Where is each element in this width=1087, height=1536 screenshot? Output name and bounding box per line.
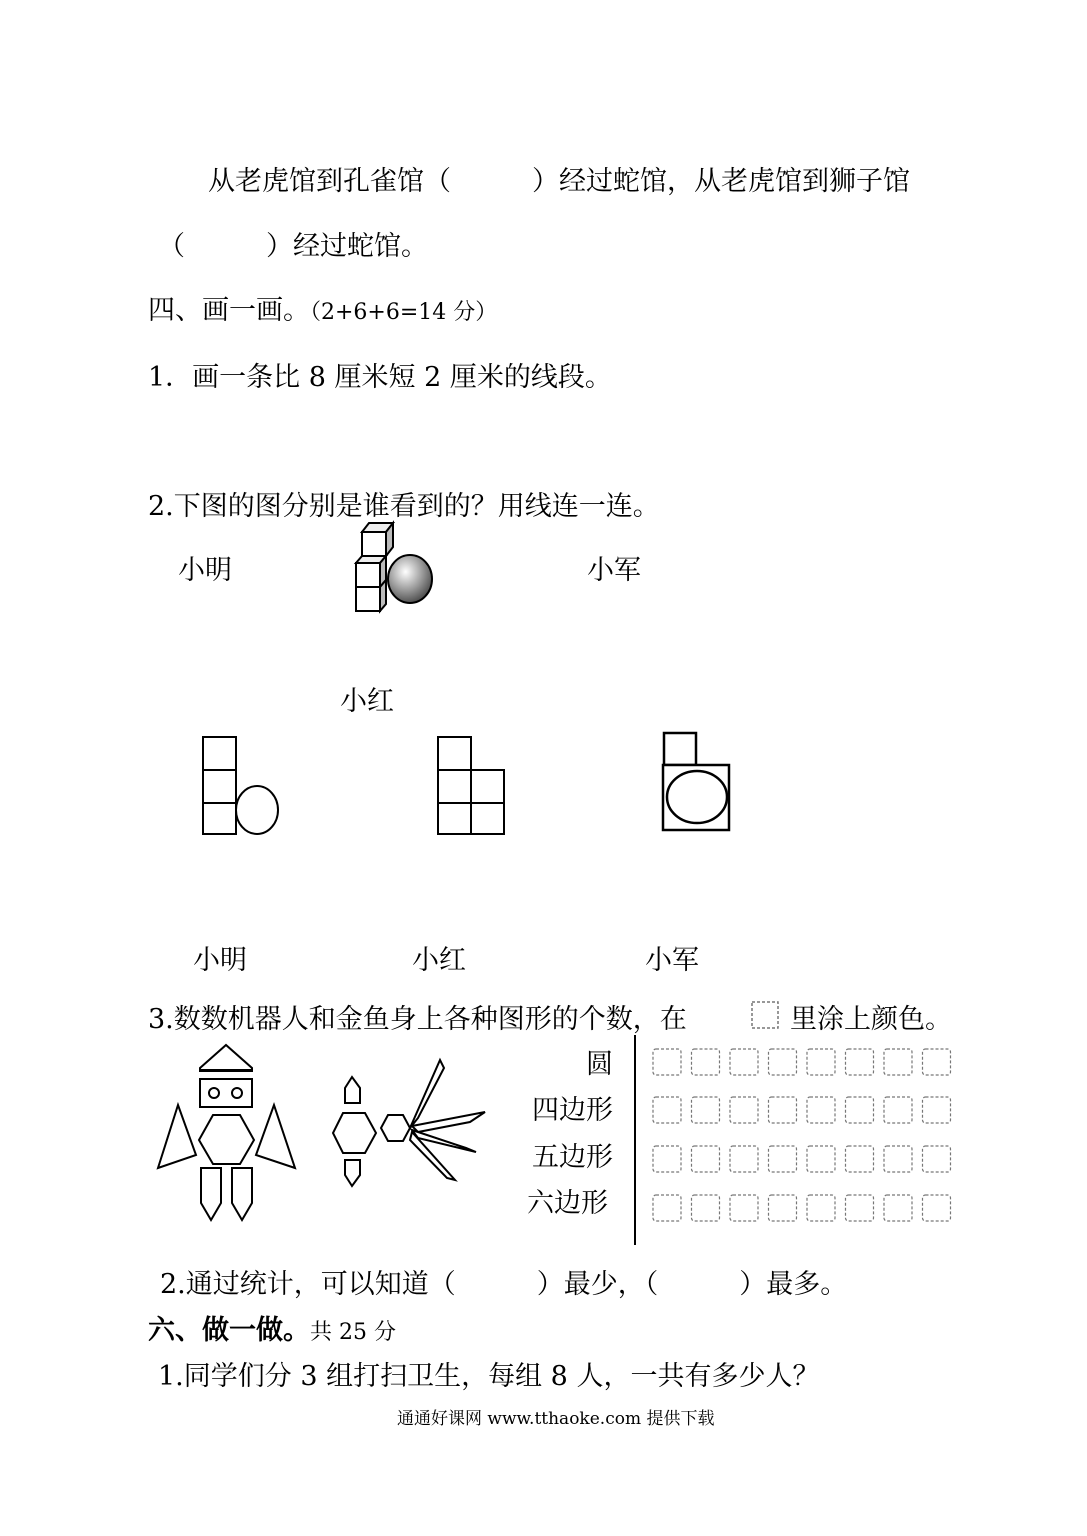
color-box-quadrilateral[interactable] (730, 1097, 758, 1123)
tiger-peacock-line: 从老虎馆到孔雀馆（ ）经过蛇馆，从老虎馆到狮子馆 (208, 166, 910, 197)
section6-title-text: 六、做一做。 (148, 1315, 310, 1346)
section4-title-text: 四、画一画。 (148, 295, 310, 326)
question-statistics: 2.通过统计，可以知道（ ）最少，（ ）最多。 (160, 1269, 848, 1300)
tiger-lion-line: （ ）经过蛇馆。 (158, 231, 428, 262)
name-xiaojun-bottom: 小军 (645, 945, 699, 976)
name-xiaoming-bottom: 小明 (193, 945, 247, 976)
color-box-quadrilateral[interactable] (884, 1097, 912, 1123)
label-hexagon: 六边形 (527, 1188, 608, 1219)
color-box-quadrilateral[interactable] (923, 1097, 951, 1123)
color-box-hexagon[interactable] (692, 1195, 720, 1221)
goldfish-figure (333, 1060, 485, 1186)
robot-figure (158, 1045, 295, 1220)
question-cleaning: 1.同学们分 3 组打扫卫生，每组 8 人，一共有多少人？ (158, 1361, 820, 1392)
name-xiaoming-top: 小明 (178, 555, 232, 586)
color-box-pentagon[interactable] (846, 1146, 874, 1172)
color-box-circle[interactable] (769, 1049, 797, 1075)
cubes-and-ball-figure (356, 523, 432, 611)
coloring-grid (653, 1049, 951, 1221)
section6-points: 共 25 分 (310, 1320, 396, 1345)
label-quadrilateral: 四边形 (532, 1095, 613, 1126)
color-box-hexagon[interactable] (653, 1195, 681, 1221)
color-box-hexagon[interactable] (846, 1195, 874, 1221)
color-box-pentagon[interactable] (653, 1146, 681, 1172)
question-draw-line: 1．画一条比 8 厘米短 2 厘米的线段。 (148, 362, 612, 393)
color-box-circle[interactable] (846, 1049, 874, 1075)
color-box-circle[interactable] (692, 1049, 720, 1075)
color-box-hexagon[interactable] (884, 1195, 912, 1221)
color-box-circle[interactable] (653, 1049, 681, 1075)
color-box-hexagon[interactable] (923, 1195, 951, 1221)
color-box-icon (752, 1002, 778, 1028)
view-1-figure (203, 737, 278, 834)
color-box-quadrilateral[interactable] (807, 1097, 835, 1123)
view-2-figure (438, 737, 504, 834)
section4-points: （2+6+6=14 分） (310, 300, 498, 325)
footer: 通通好课网 www.tthaoke.com 提供下载 (397, 1409, 715, 1429)
color-box-circle[interactable] (923, 1049, 951, 1075)
color-box-quadrilateral[interactable] (846, 1097, 874, 1123)
question-count-shapes: 3.数数机器人和金鱼身上各种图形的个数，在 (148, 1004, 687, 1035)
color-box-hexagon[interactable] (730, 1195, 758, 1221)
color-box-hexagon[interactable] (807, 1195, 835, 1221)
color-box-circle[interactable] (730, 1049, 758, 1075)
question-views: 2.下图的图分别是谁看到的？用线连一连。 (148, 491, 660, 522)
name-xiaojun-top: 小军 (587, 555, 641, 586)
color-box-circle[interactable] (807, 1049, 835, 1075)
name-xiaohong-top: 小红 (340, 686, 394, 717)
color-box-pentagon[interactable] (692, 1146, 720, 1172)
color-box-hexagon[interactable] (769, 1195, 797, 1221)
color-box-pentagon[interactable] (884, 1146, 912, 1172)
color-box-pentagon[interactable] (730, 1146, 758, 1172)
name-xiaohong-bottom: 小红 (412, 945, 466, 976)
color-box-pentagon[interactable] (807, 1146, 835, 1172)
color-box-quadrilateral[interactable] (692, 1097, 720, 1123)
color-box-circle[interactable] (884, 1049, 912, 1075)
color-box-quadrilateral[interactable] (769, 1097, 797, 1123)
label-circle: 圆 (586, 1049, 613, 1080)
color-box-pentagon[interactable] (769, 1146, 797, 1172)
color-box-pentagon[interactable] (923, 1146, 951, 1172)
label-pentagon: 五边形 (532, 1142, 613, 1173)
question-count-shapes-tail: 里涂上颜色。 (790, 1004, 952, 1035)
view-3-figure (663, 733, 729, 830)
color-box-quadrilateral[interactable] (653, 1097, 681, 1123)
